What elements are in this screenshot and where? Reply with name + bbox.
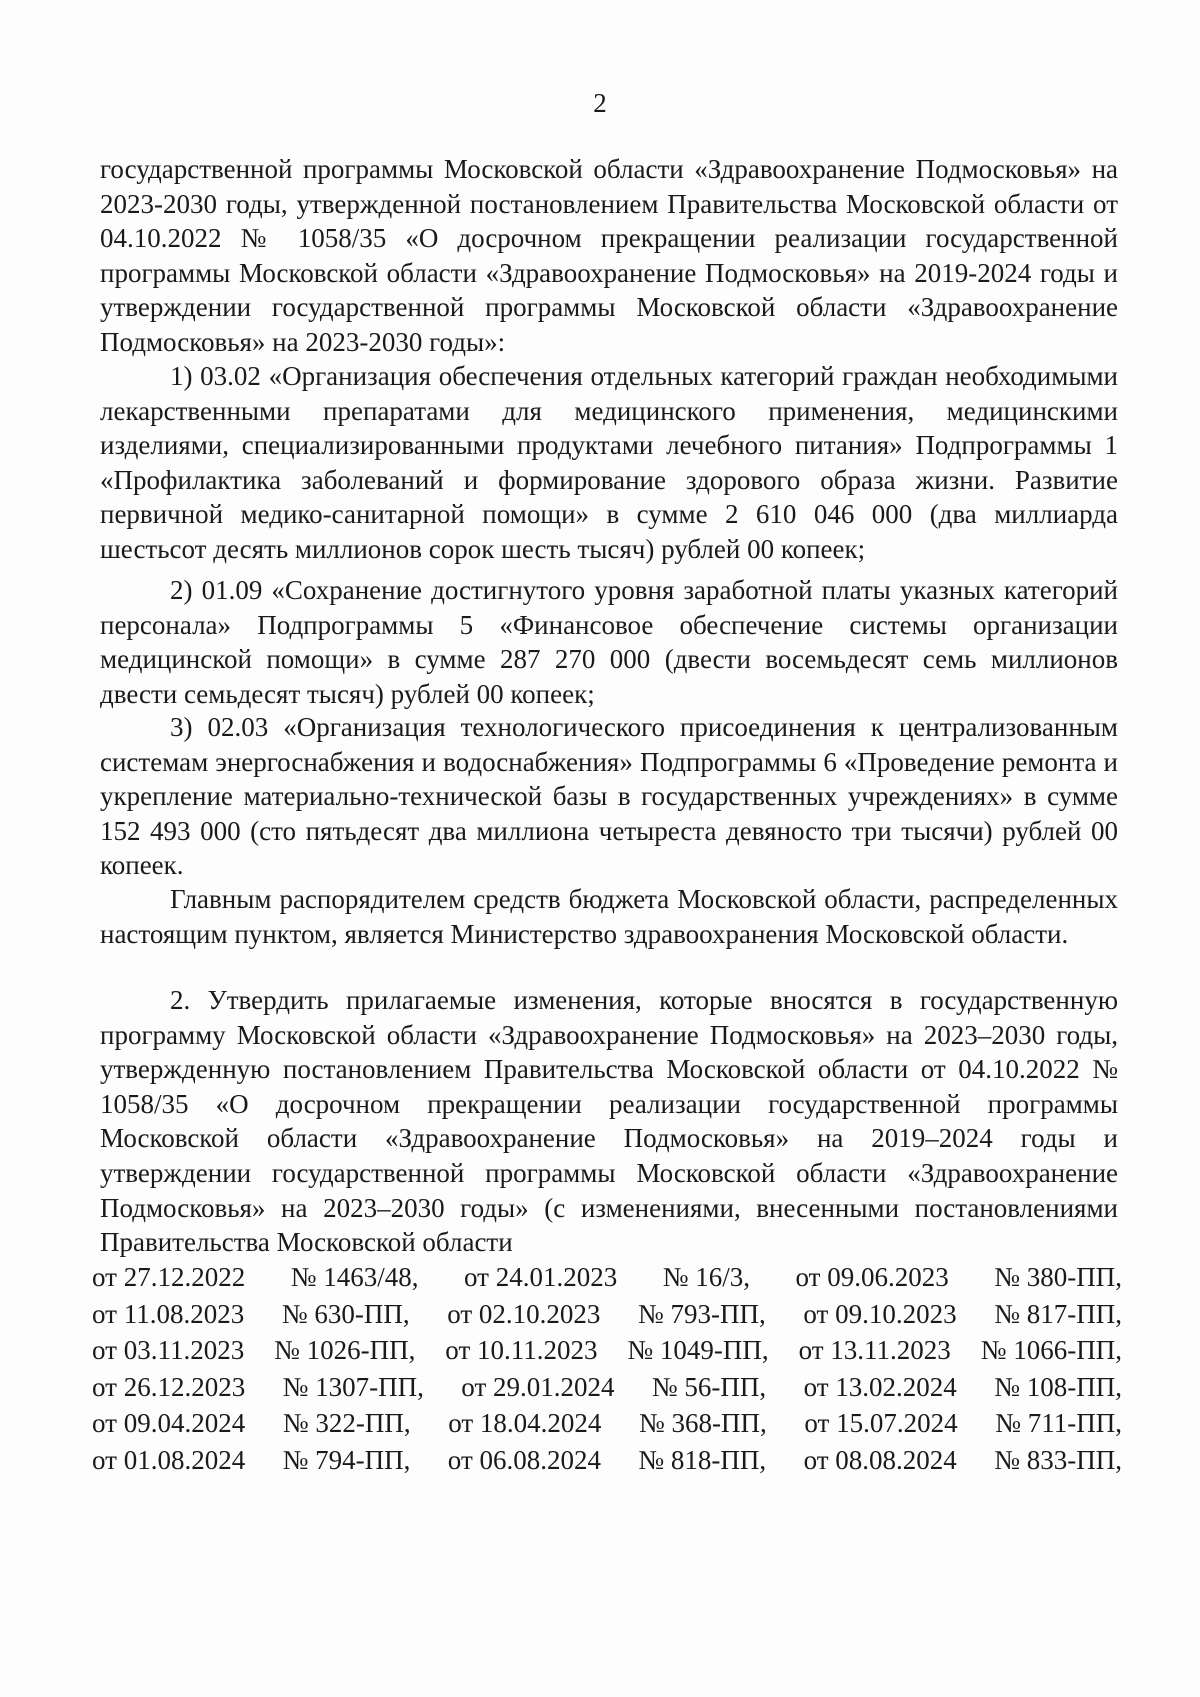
list-item-3: 3) 02.03 «Организация технологического присоединения к централизованным системам энергоснабжения и водоснабжения» Подпрограммы 6 «Проведение ремонта и укрепление материально-технической базы в государственных учреждениях» в сумме 152 493 000 (сто пятьдесят два миллиона четыреста девяносто три тысячи) рублей 00 копеек.: [100, 712, 1118, 881]
amendment-number: № 1026-ПП,: [274, 1335, 416, 1366]
amendment-number: № 108-ПП,: [994, 1371, 1122, 1402]
amendments-row: [92, 1259, 1122, 1296]
amendment-date: от 13.11.2023: [798, 1335, 951, 1366]
amendment-date: от 09.10.2023: [803, 1298, 957, 1329]
amendment-number: № 630-ПП,: [281, 1298, 410, 1329]
amendment-number: № 380-ПП,: [994, 1262, 1122, 1292]
amendment-number: № 793-ПП,: [638, 1298, 766, 1329]
amendment-date: от 08.08.2024: [803, 1444, 957, 1475]
amendment-number: № 818-ПП,: [638, 1444, 767, 1475]
amendment-date: от 01.08.2024: [92, 1444, 246, 1475]
amendment-number: № 322-ПП,: [282, 1408, 411, 1439]
amendment-date: от 11.08.2023: [92, 1298, 245, 1329]
amendment-number: № 711-ПП,: [995, 1408, 1122, 1439]
amendment-number: № 1307-ПП,: [282, 1371, 424, 1402]
amendment-date: от 06.08.2024: [447, 1444, 601, 1475]
amendment-number: № 1049-ПП,: [627, 1335, 769, 1366]
amendment-date: от 29.01.2024: [461, 1371, 615, 1402]
amendment-date: от 13.02.2024: [803, 1371, 957, 1402]
amendments-row: [92, 1332, 1122, 1369]
amendment-number: № 817-ПП,: [994, 1298, 1122, 1329]
amendment-number: № 833-ПП,: [994, 1444, 1122, 1475]
amendment-number: № 16/3,: [662, 1262, 750, 1292]
amendment-date: от 09.06.2023: [795, 1262, 949, 1292]
amendment-date: от 24.01.2023: [464, 1262, 618, 1292]
amendment-date: от 18.04.2024: [448, 1408, 602, 1439]
amendments-row: [92, 1296, 1122, 1333]
amendment-date: от 26.12.2023: [92, 1371, 246, 1402]
intro-paragraph: государственной программы Московской области «Здравоохранение Подмосковья» на 2023-2030 годы, утвержденной постановлением Правительства Московской области от 04.10.2022 № 1058/35 «О досрочном прекращении реализации государственной программы Московской области «Здравоохранение Подмосковья» на 2019-2024 годы и утверждении государственной программы Московской области «Здравоохранение Подмосковья» на 2023-2030 годы»:: [100, 154, 1118, 357]
main-administrator-paragraph: Главным распорядителем средств бюджета Московской области, распределенных настоящим пунктом, является Министерство здравоохранения Московской области.: [100, 884, 1118, 949]
amendments-row: [92, 1369, 1122, 1406]
list-item-1: 1) 03.02 «Организация обеспечения отдельных категорий граждан необходимыми лекарственными препаратами для медицинского применения, медицинскими изделиями, специализированными продуктами лечебного питания» Подпрограммы 1 «Профилактика заболеваний и формирование здорового образа жизни. Развитие первичной медико-санитарной помощи» в сумме 2 610 046 000 (два миллиарда шестьсот десять миллионов сорок шесть тысяч) рублей 00 копеек;: [100, 361, 1118, 564]
amendment-number: № 1463/48,: [290, 1262, 419, 1292]
amendment-number: № 56-ПП,: [651, 1371, 767, 1402]
amendment-number: № 368-ПП,: [639, 1408, 767, 1439]
list-item-2: 2) 01.09 «Сохранение достигнутого уровня заработной платы указных категорий персонала» Подпрограммы 5 «Финансовое обеспечение системы организации медицинской помощи» в сумме 287 270 000 (двести восемьдесят семь миллионов двести семьдесят тысяч) рублей 00 копеек;: [100, 575, 1118, 709]
amendment-date: от 09.04.2024: [92, 1408, 246, 1439]
amendment-number: № 794-ПП,: [282, 1444, 411, 1475]
amendments-list: [92, 1259, 1122, 1479]
amendment-date: от 03.11.2023: [92, 1335, 245, 1366]
amendments-row: [92, 1442, 1122, 1479]
paragraph-2: 2. Утвердить прилагаемые изменения, которые вносятся в государственную программу Московской области «Здравоохранение Подмосковья» на 2023–2030 годы, утвержденную постановлением Правительства Московской области от 04.10.2022 № 1058/35 «О досрочном прекращении реализации государственной программы Московской области «Здравоохранение Подмосковья» на 2019–2024 годы и утверждении государственной программы Московской области «Здравоохранение Подмосковья» на 2023–2030 годы» (с изменениями, внесенными постановлениями Правительства Московской области: [100, 985, 1118, 1258]
amendment-date: от 27.12.2022: [92, 1262, 246, 1292]
page-number: 2: [593, 88, 607, 118]
amendment-date: от 15.07.2024: [804, 1408, 958, 1439]
amendment-date: от 10.11.2023: [445, 1335, 598, 1366]
amendment-number: № 1066-ПП,: [980, 1335, 1122, 1366]
amendment-date: от 02.10.2023: [447, 1298, 601, 1329]
amendments-row: [92, 1405, 1122, 1442]
